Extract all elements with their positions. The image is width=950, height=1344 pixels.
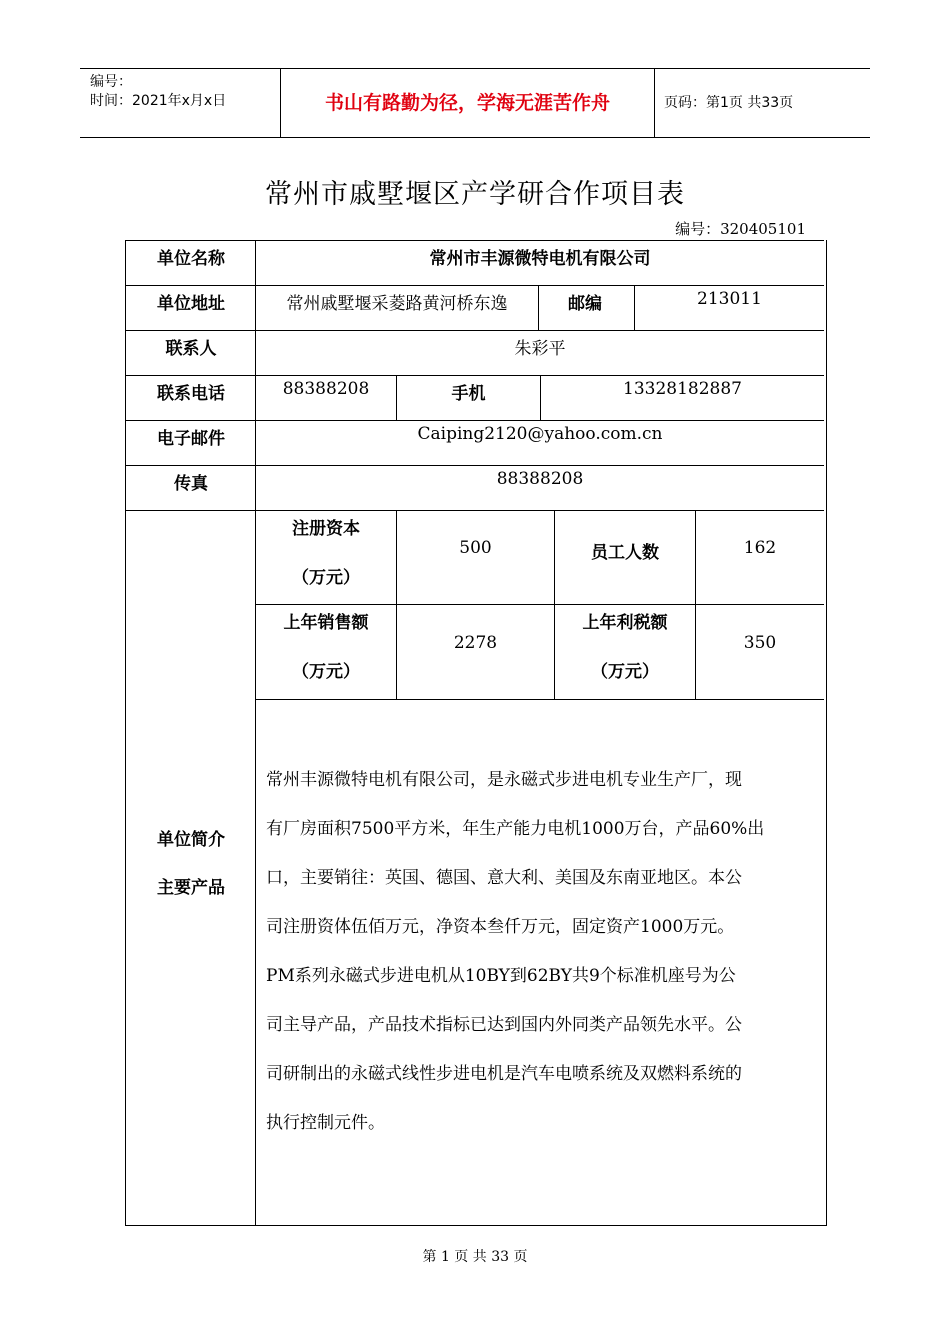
staff-label: 员工人数 xyxy=(591,543,659,563)
mobile-value: 13328182887 xyxy=(623,379,742,399)
capital-label: 注册资本 xyxy=(292,519,360,539)
capital-unit: （万元） xyxy=(292,568,360,588)
header-meta xyxy=(80,69,280,137)
page-title: 常州市戚墅堰区产学研合作项目表 xyxy=(265,179,685,210)
contact-label: 联系人 xyxy=(165,339,217,359)
intro-line: 执行控制元件。 xyxy=(266,1113,385,1133)
sales-unit: （万元） xyxy=(292,662,360,682)
mobile-label: 手机 xyxy=(451,384,486,404)
header-page-info: 页码：第1页 共33页 xyxy=(664,95,794,111)
intro-line: 有厂房面积7500平方米，年生产能力电机1000万台，产品60%出 xyxy=(266,819,765,839)
doc-number: 编号：320405101 xyxy=(675,220,806,238)
intro-line: 口，主要销往：英国、德国、意大利、美国及东南亚地区。本公 xyxy=(266,868,742,888)
contact-value: 朱彩平 xyxy=(514,339,566,359)
intro-text xyxy=(266,756,821,1148)
sales-label: 上年销售额 xyxy=(283,613,369,633)
fax-label: 传真 xyxy=(174,474,208,494)
address-label: 单位地址 xyxy=(157,294,225,314)
intro-line: 司研制出的永磁式线性步进电机是汽车电喷系统及双燃料系统的 xyxy=(266,1064,742,1084)
phone-label: 联系电话 xyxy=(157,384,225,404)
postcode-label: 邮编 xyxy=(568,294,602,314)
capital-value: 500 xyxy=(459,538,492,558)
address-value: 常州戚墅堰采菱路黄河桥东逸 xyxy=(286,294,508,314)
fax-value: 88388208 xyxy=(496,469,584,489)
tax-value: 350 xyxy=(743,633,777,653)
header-number-label: 编号： xyxy=(90,74,132,90)
tax-unit: （万元） xyxy=(591,662,659,682)
staff-value: 162 xyxy=(743,538,777,558)
intro-label: 单位简介 xyxy=(157,830,225,850)
page-header xyxy=(80,68,870,138)
header-time: 时间：2021年x月x日 xyxy=(90,93,227,109)
company-name-value: 常州市丰源微特电机有限公司 xyxy=(429,249,651,269)
header-page-cell xyxy=(654,69,870,137)
header-motto: 书山有路勤为径，学海无涯苦作舟 xyxy=(324,92,610,114)
company-name-label: 单位名称 xyxy=(157,249,225,269)
intro-line: 常州丰源微特电机有限公司，是永磁式步进电机专业生产厂，现 xyxy=(266,770,742,790)
postcode-value: 213011 xyxy=(697,289,762,309)
project-table xyxy=(125,240,827,1226)
email-label: 电子邮件 xyxy=(157,429,225,449)
intro-line: PM系列永磁式步进电机从10BY到62BY共9个标准机座号为公 xyxy=(266,966,736,986)
intro-line: 司主导产品，产品技术指标已达到国内外同类产品领先水平。公 xyxy=(266,1015,742,1035)
products-label: 主要产品 xyxy=(157,878,225,898)
tax-label: 上年利税额 xyxy=(582,613,668,633)
phone-value: 88388208 xyxy=(282,379,370,399)
sales-value: 2278 xyxy=(453,633,498,653)
page-footer: 第 1 页 共 33 页 xyxy=(422,1249,528,1265)
header-motto-cell xyxy=(280,69,655,137)
intro-line: 司注册资体伍佰万元，净资本叁仟万元，固定资产1000万元。 xyxy=(266,917,735,937)
email-value: Caiping2120@yahoo.com.cn xyxy=(417,424,663,444)
